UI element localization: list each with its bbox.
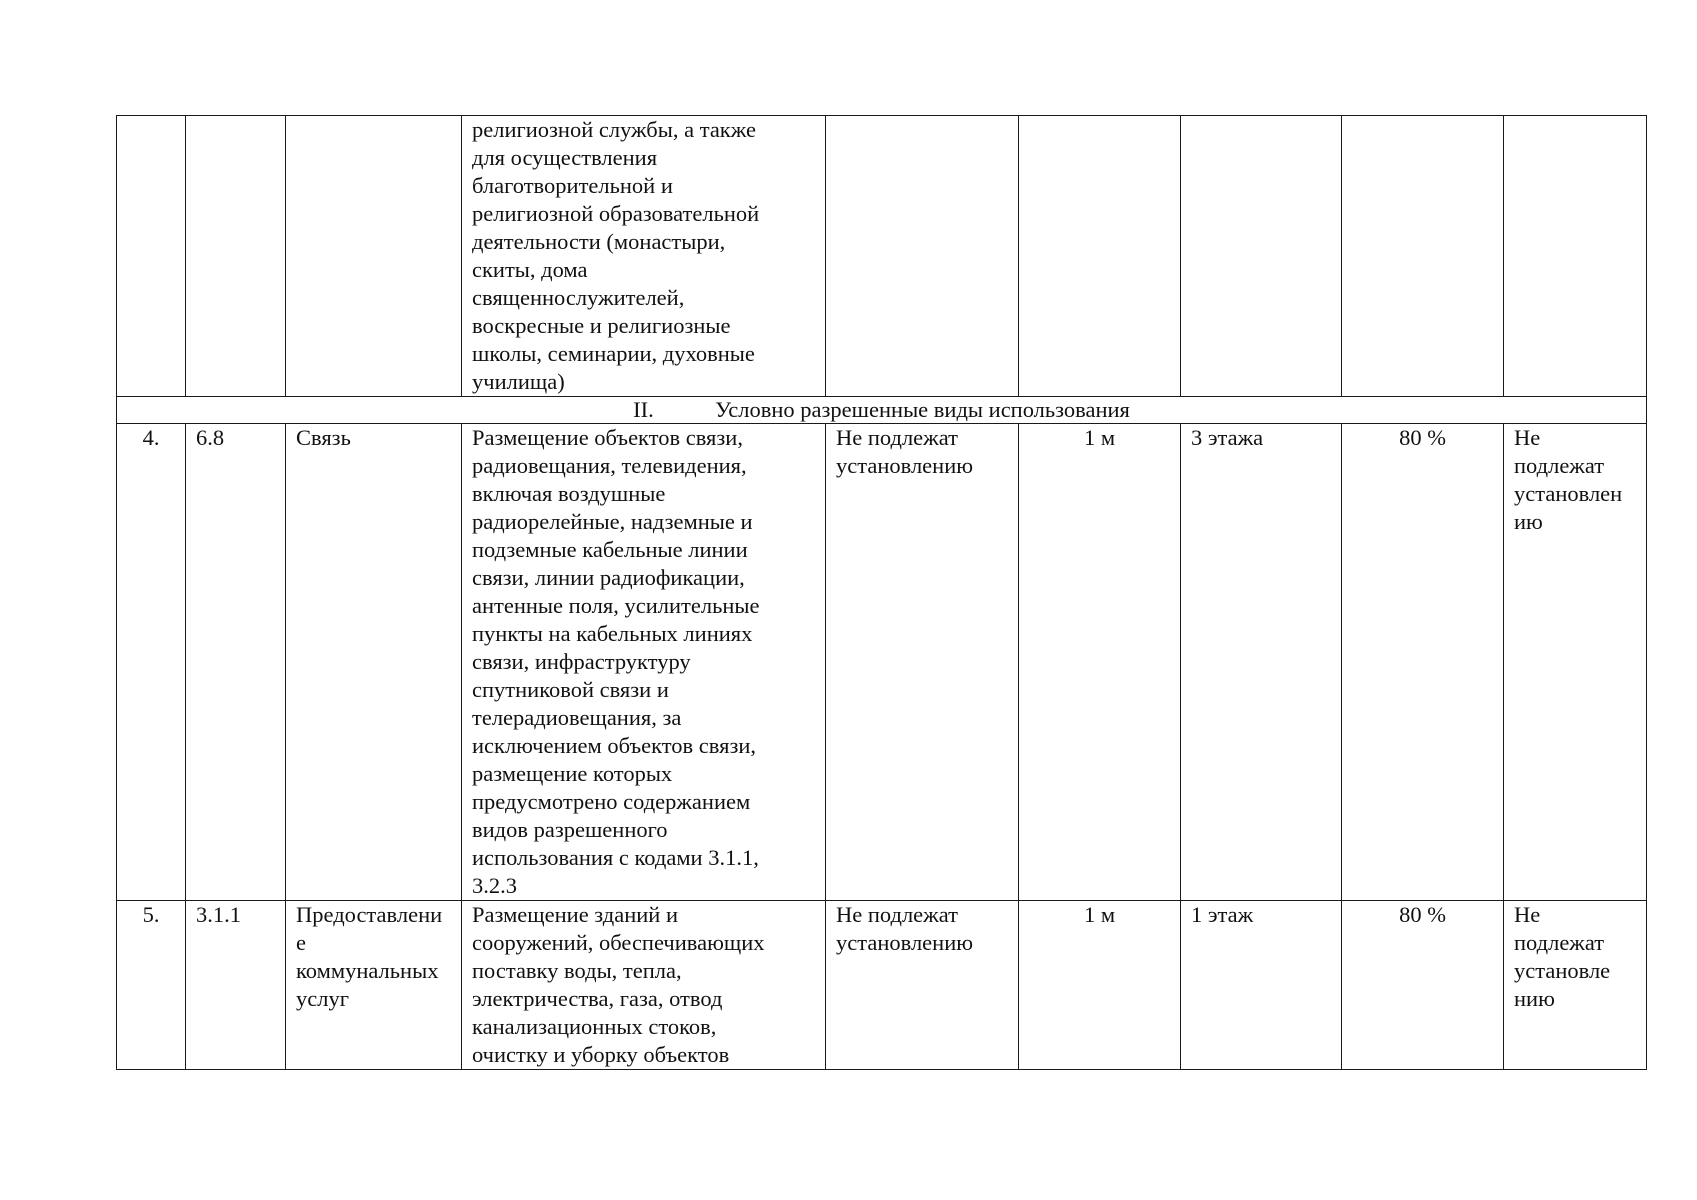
cell-name <box>286 116 462 397</box>
cell-coverage: 80 % <box>1342 424 1504 901</box>
cell-num: 5. <box>117 901 186 1070</box>
table-row <box>117 424 1647 901</box>
cell-name: Предоставлени е коммунальных услуг <box>286 901 462 1070</box>
cell-other: Не подлежат установлен ию <box>1504 424 1647 901</box>
section-heading <box>633 397 1130 423</box>
land-use-regulations-table <box>116 115 1647 1070</box>
cell-num <box>117 116 186 397</box>
cell-other: Не подлежат установле нию <box>1504 901 1647 1070</box>
cell-plot-size: Не подлежат установлению <box>826 424 1019 901</box>
cell-description: Размещение зданий и сооружений, обеспечивающих поставку воды, тепла, электричества, газа, отвод канализационных стоков, очистку и уборку объектов <box>462 901 826 1070</box>
cell-plot-size: Не подлежат установлению <box>826 901 1019 1070</box>
table-row <box>117 901 1647 1070</box>
cell-code: 6.8 <box>186 424 286 901</box>
cell-plot-size <box>826 116 1019 397</box>
cell-setback: 1 м <box>1019 901 1181 1070</box>
cell-setback <box>1019 116 1181 397</box>
cell-coverage: 80 % <box>1342 901 1504 1070</box>
cell-floors: 1 этаж <box>1181 901 1342 1070</box>
cell-floors: 3 этажа <box>1181 424 1342 901</box>
cell-num: 4. <box>117 424 186 901</box>
section-title: Условно разрешенные виды использования <box>715 397 1130 422</box>
cell-code: 3.1.1 <box>186 901 286 1070</box>
cell-code <box>186 116 286 397</box>
description-text: религиозной службы, а также для осуществления благотворительной и религиозной образовательной деятельности (монастыри, скиты, дома священнослужителей, воскресные и религиозные школы, семинарии, духовные училища) <box>472 117 760 394</box>
cell-setback: 1 м <box>1019 424 1181 901</box>
cell-description <box>462 116 826 397</box>
cell-name: Связь <box>286 424 462 901</box>
cell-coverage <box>1342 116 1504 397</box>
section-header-cell <box>117 397 1647 424</box>
table-row-continuation <box>117 116 1647 397</box>
cell-floors <box>1181 116 1342 397</box>
section-header-row <box>117 397 1647 424</box>
cell-description: Размещение объектов связи, радиовещания, телевидения, включая воздушные радиорелейные, надземные и подземные кабельные линии связи, линии радиофикации, антенные поля, усилительные пункты на кабельных линиях связи, инфраструктуру спутниковой связи и телерадиовещания, за исключением объектов связи, размещение которых предусмотрено содержанием видов разрешенного использования с кодами 3.1.1, 3.2.3 <box>462 424 826 901</box>
cell-other <box>1504 116 1647 397</box>
section-number: II. <box>633 397 654 422</box>
